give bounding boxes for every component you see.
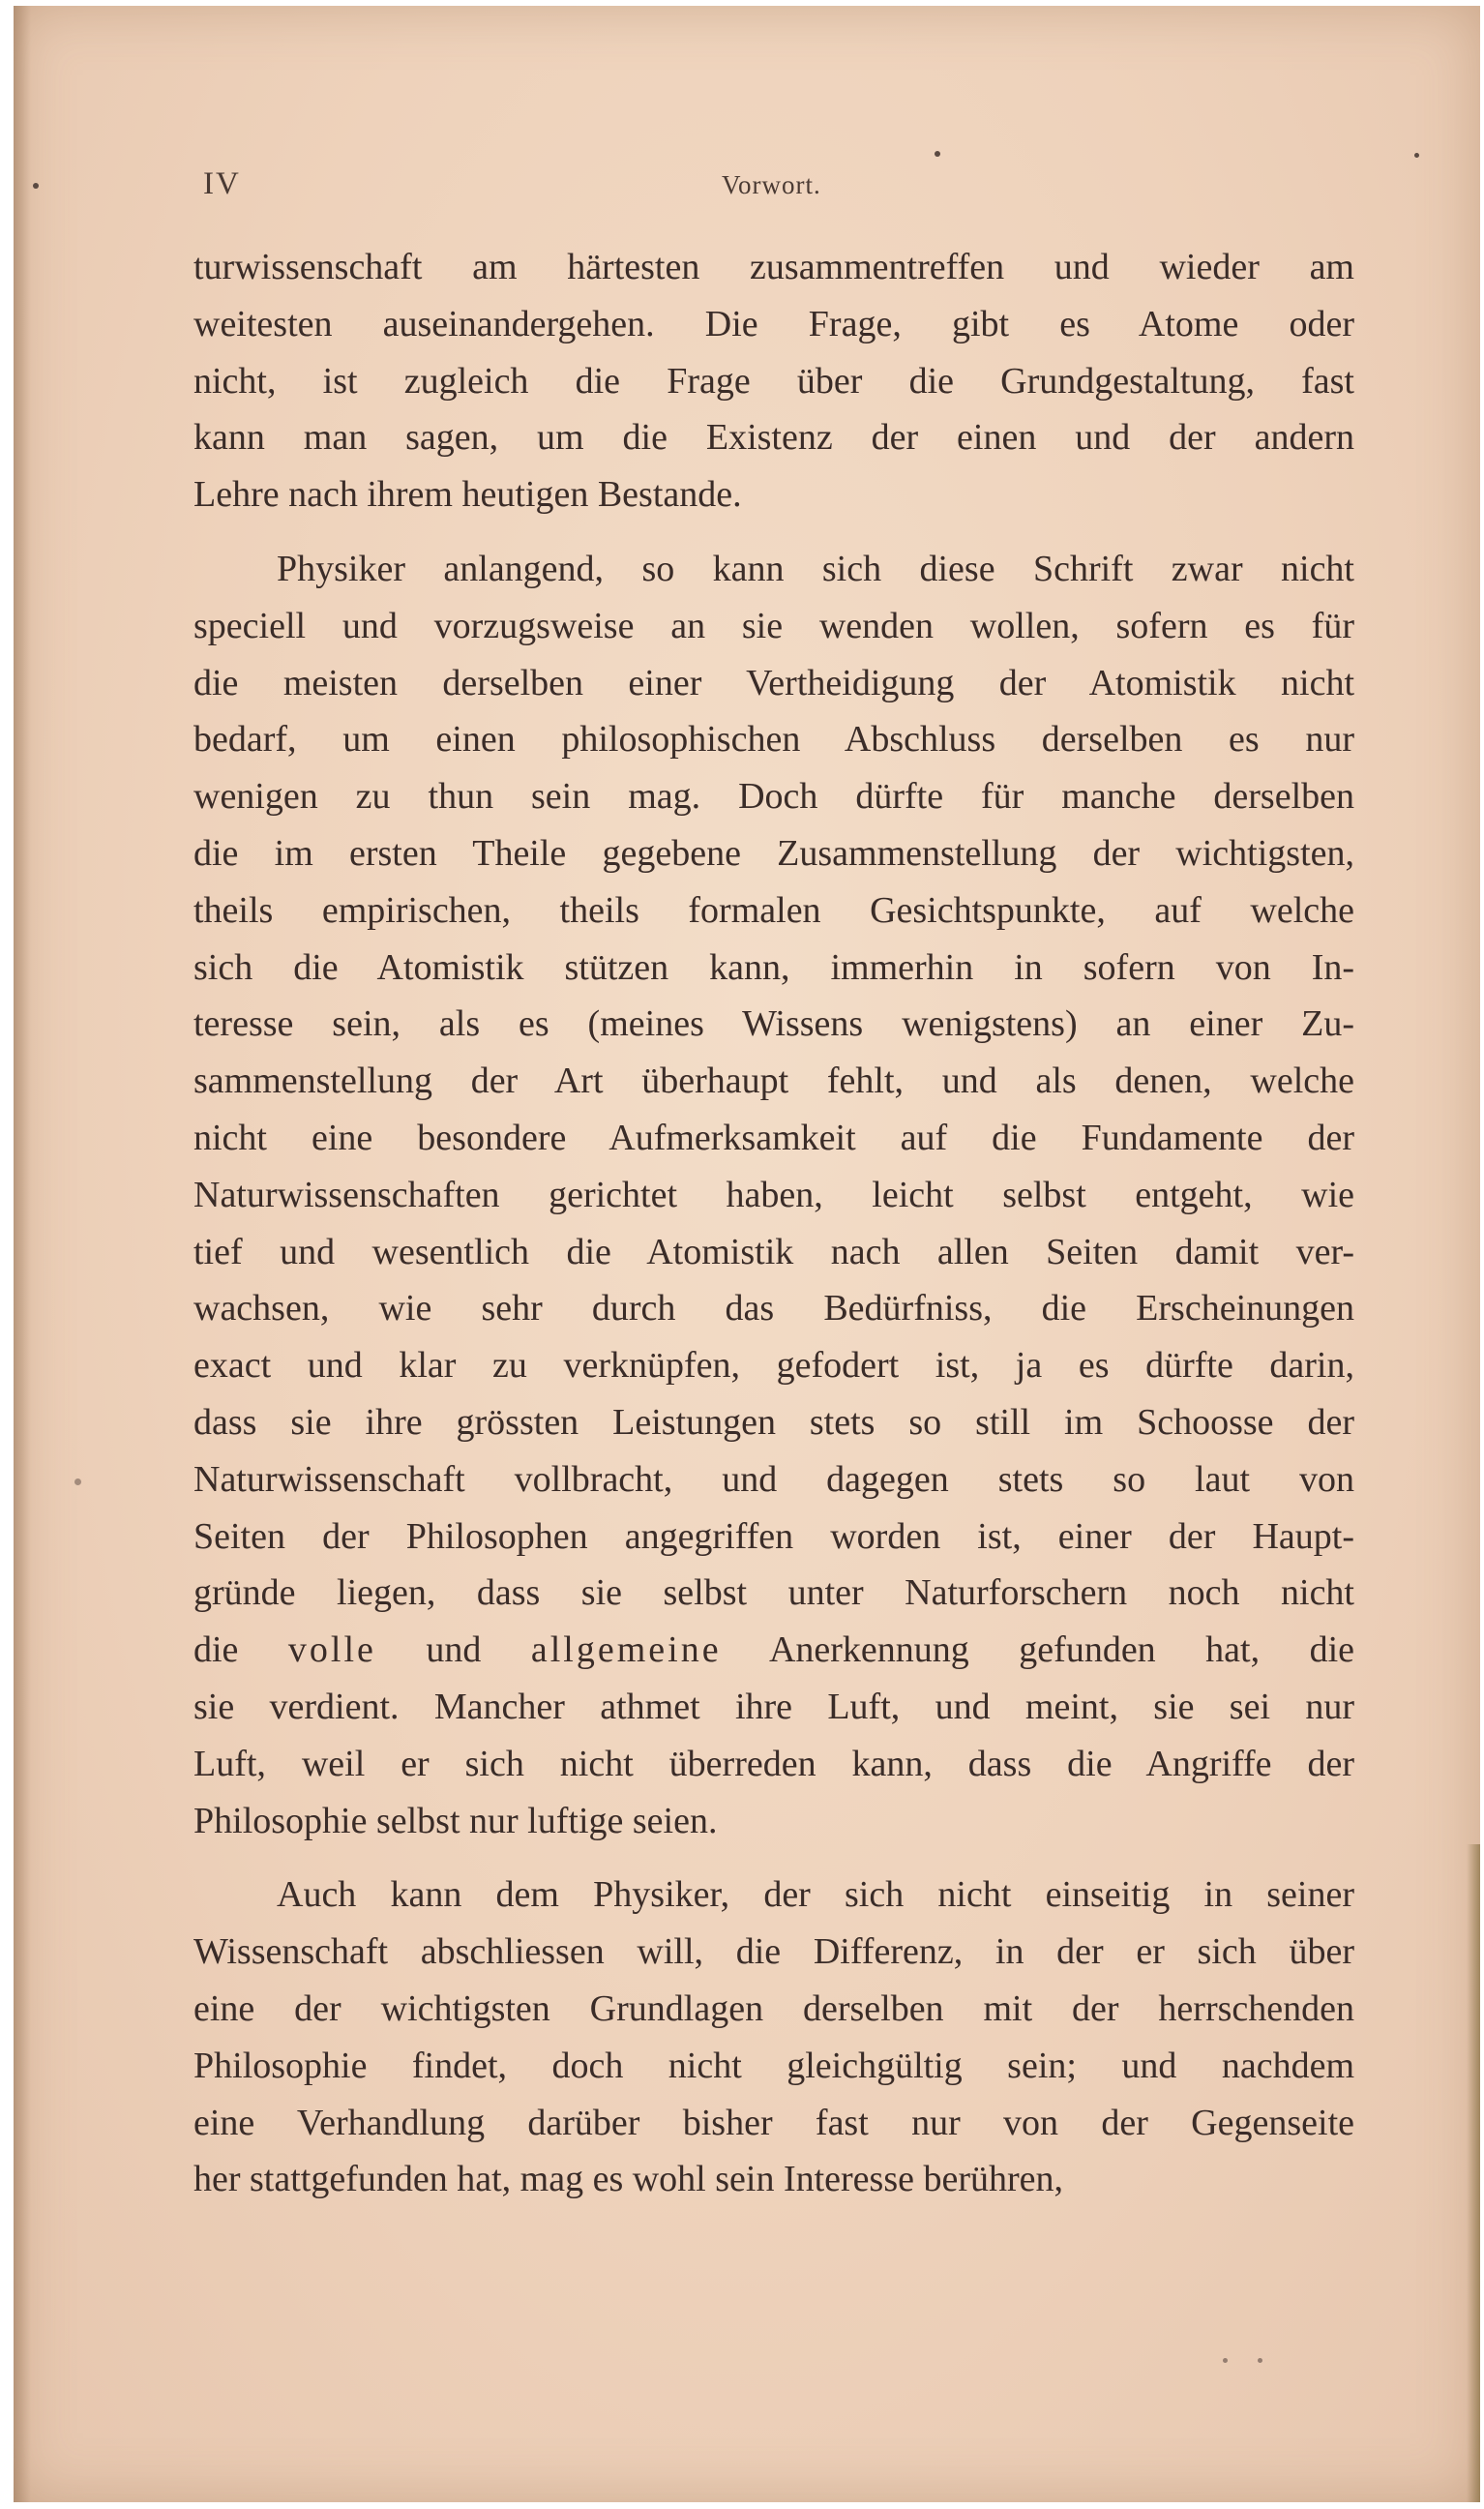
text-line: die volle und allgemeine Anerkennung gefunden hat, die <box>193 1629 1355 1671</box>
scan-speck <box>1223 2358 1228 2363</box>
body-text <box>193 239 1354 2208</box>
scan-speck <box>33 183 39 189</box>
page-shadow-left <box>14 6 31 2502</box>
text-line: Luft, weil er sich nicht überreden kann, dass die Angriffe der <box>193 1743 1354 1784</box>
page-number: IV <box>203 166 241 201</box>
text-line: tief und wesentlich die Atomistik nach allen Seiten damit ver- <box>193 1231 1354 1272</box>
text-line: speciell und vorzugsweise an sie wenden wollen, sofern es für <box>193 605 1354 646</box>
text-line: die im ersten Theile gegebene Zusammenstellung der wichtigsten, <box>193 832 1354 874</box>
page-binding-right <box>1467 1844 1480 2502</box>
text-line: dass sie ihre grössten Leistungen stets so still im Schoosse der <box>193 1401 1354 1443</box>
text-line: gründe liegen, dass sie selbst unter Naturforschern noch nicht <box>193 1572 1354 1614</box>
text-line: teresse sein, als es (meines Wissens wenigstens) an einer Zu- <box>193 1003 1354 1045</box>
paragraph-gap <box>193 1849 1354 1867</box>
scan-speck <box>935 151 940 157</box>
text-line: eine Verhandlung darüber bisher fast nur von der Gegenseite <box>193 2102 1354 2143</box>
text-line: nicht, ist zugleich die Frage über die Grundgestaltung, fast <box>193 360 1354 402</box>
scan-speck <box>1258 2358 1262 2363</box>
scan-speck <box>74 1479 81 1485</box>
text-line: sie verdient. Mancher athmet ihre Luft, und meint, sie sei nur <box>193 1686 1354 1727</box>
running-head-title: Vorwort. <box>722 170 821 199</box>
text-line: weitesten auseinandergehen. Die Frage, gibt es Atome oder <box>193 303 1354 344</box>
text-line: her stattgefunden hat, mag es wohl sein Interesse berühren, <box>193 2159 1064 2200</box>
text-line: Auch kann dem Physiker, der sich nicht einseitig in seiner <box>277 1874 1354 1916</box>
text-line: turwissenschaft am härtesten zusammentreffen und wieder am <box>193 247 1354 287</box>
scan-speck <box>1414 153 1419 158</box>
text-line: sammenstellung der Art überhaupt fehlt, und als denen, welche <box>193 1060 1354 1102</box>
text-line: bedarf, um einen philosophischen Abschluss derselben es nur <box>193 719 1354 761</box>
text-line: Wissenschaft abschliessen will, die Differenz, in der er sich über <box>193 1931 1354 1973</box>
text-line: Seiten der Philosophen angegriffen worden ist, einer der Haupt- <box>193 1515 1354 1557</box>
text-line: die meisten derselben einer Vertheidigung der Atomistik nicht <box>193 662 1354 703</box>
text-line: exact und klar zu verknüpfen, gefodert ist, ja es dürfte darin, <box>193 1345 1354 1387</box>
text-line: wenigen zu thun sein mag. Doch dürfte für manche derselben <box>193 776 1354 818</box>
spaced-emphasis: allgemeine <box>530 1629 722 1671</box>
text-line: Physiker anlangend, so kann sich diese Schrift zwar nicht <box>277 548 1354 589</box>
text-line: nicht eine besondere Aufmerksamkeit auf die Fundamente der <box>193 1117 1354 1158</box>
text-line: Lehre nach ihrem heutigen Bestande. <box>193 474 742 516</box>
text-line: Philosophie selbst nur luftige seien. <box>193 1800 718 1841</box>
running-head <box>203 166 1345 215</box>
text-line: Naturwissenschaften gerichtet haben, leicht selbst entgeht, wie <box>193 1174 1354 1215</box>
text-line: theils empirischen, theils formalen Gesichtspunkte, auf welche <box>193 889 1354 931</box>
text-line: Naturwissenschaft vollbracht, und dagegen stets so laut von <box>193 1458 1354 1500</box>
text-line: wachsen, wie sehr durch das Bedürfniss, die Erscheinungen <box>193 1288 1354 1329</box>
paragraph-gap <box>193 523 1354 541</box>
spaced-emphasis: volle <box>287 1629 376 1671</box>
text-line: kann man sagen, um die Existenz der einen und der andern <box>193 417 1354 459</box>
text-line: Philosophie findet, doch nicht gleichgültig sein; und nachdem <box>193 2045 1354 2086</box>
text-line: eine der wichtigsten Grundlagen derselben mit der herrschenden <box>193 1987 1354 2029</box>
text-line: sich die Atomistik stützen kann, immerhin in sofern von In- <box>193 946 1354 988</box>
